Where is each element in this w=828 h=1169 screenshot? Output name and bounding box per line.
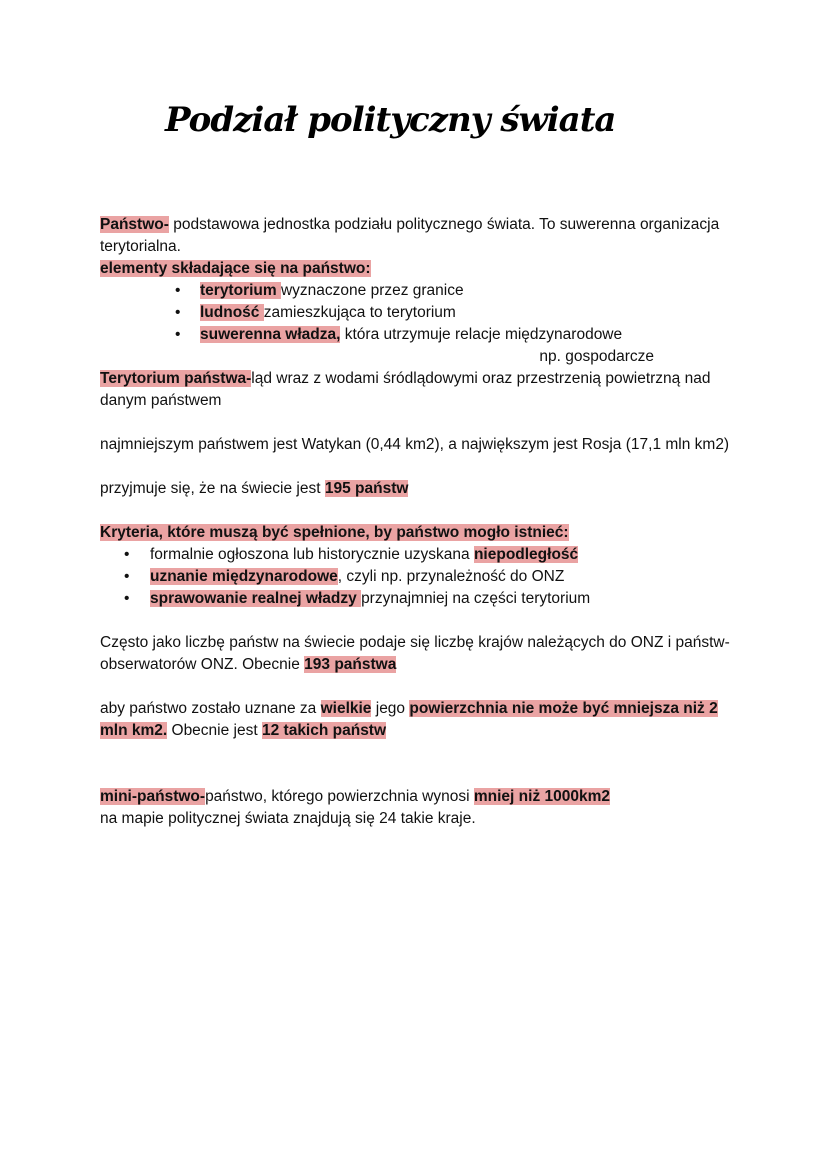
- list-item: • ludność zamieszkująca to terytorium: [100, 302, 740, 324]
- list-item: • sprawowanie realnej władzy przynajmniej na części terytorium: [100, 588, 740, 610]
- size-note: najmniejszym państwem jest Watykan (0,44 km2), a największym jest Rosja (17,1 mln km2): [100, 436, 730, 453]
- term-mini: mini-państwo-: [100, 788, 206, 805]
- mini-note: na mapie politycznej świata znajdują się 24 takie kraje.: [100, 810, 476, 827]
- criteria-heading: Kryteria, które muszą być spełnione, by państwo mogło istnieć:: [100, 524, 569, 541]
- elements-heading: elementy składające się na państwo:: [100, 260, 371, 277]
- country-count: przyjmuje się, że na świecie jest 195 państw: [100, 480, 409, 497]
- list-item: • formalnie ogłoszona lub historycznie uzyskana niepodległość: [100, 544, 740, 566]
- term-panstwo: Państwo-: [100, 216, 169, 233]
- definition-terytorium: Terytorium państwa-ląd wraz z wodami śródlądowymi oraz przestrzenią powietrzną nad danym państwem: [100, 370, 711, 409]
- document-body: [100, 214, 740, 830]
- wielkie-paragraph: aby państwo zostało uznane za wielkie jego powierzchnia nie może być mniejsza niż 2 mln km2. Obecnie jest 12 takich państw: [100, 700, 718, 739]
- criteria-list: [100, 544, 740, 610]
- list-item: • suwerenna władza, która utrzymuje relacje międzynarodowe: [100, 324, 740, 346]
- page-title: Podział polityczny świata: [165, 100, 616, 140]
- onz-paragraph: Często jako liczbę państw na świecie podaje się liczbę krajów należących do ONZ i państw- obserwatorów ONZ. Obecnie 193 państwa: [100, 634, 730, 673]
- list-item: • terytorium wyznaczone przez granice: [100, 280, 740, 302]
- elements-list: [100, 280, 740, 346]
- term-terytorium: Terytorium państwa-: [100, 370, 252, 387]
- onz-value: 193 państwa: [304, 656, 397, 673]
- definition-text: podstawowa jednostka podziału politycznego świata. To suwerenna organizacja terytorialna.: [100, 216, 720, 255]
- list-item: • uznanie międzynarodowe, czyli np. przynależność do ONZ: [100, 566, 740, 588]
- definition-panstwo: [100, 214, 740, 258]
- mini-paragraph: mini-państwo-państwo, którego powierzchnia wynosi mniej niż 1000km2: [100, 788, 610, 805]
- list-continuation: np. gospodarcze: [539, 348, 654, 365]
- count-value: 195 państw: [324, 480, 409, 497]
